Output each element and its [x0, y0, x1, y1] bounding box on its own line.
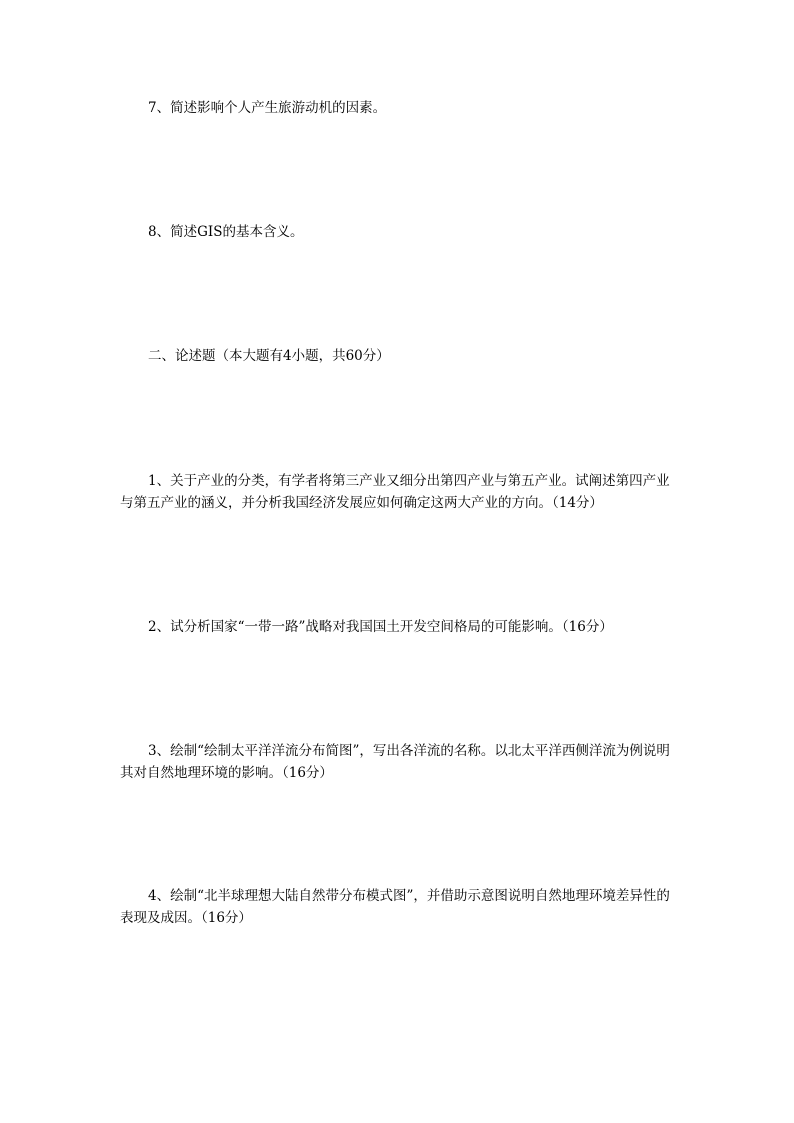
essay-question-1: 1、关于产业的分类，有学者将第三产业又细分出第四产业与第五产业。试阐述第四产业与第五产业的涵义，并分析我国经济发展应如何确定这两大产业的方向。（14分） [120, 473, 670, 511]
question-7: 7、简述影响个人产生旅游动机的因素。 [148, 100, 387, 116]
question-8: 8、简述GIS的基本含义。 [148, 224, 304, 240]
essay-question-2: 2、试分析国家“一带一路”战略对我国国土开发空间格局的可能影响。（16分） [148, 619, 613, 635]
essay-question-4: 4、绘制“北半球理想大陆自然带分布模式图”，并借助示意图说明自然地理环境差异性的表现及成因。（16分） [120, 888, 670, 926]
essay-question-3: 3、绘制“绘制太平洋洋流分布简图”，写出各洋流的名称。以北太平洋西侧洋流为例说明其对自然地理环境的影响。（16分） [120, 743, 670, 781]
section-heading-essay: 二、论述题（本大题有4小题，共60分） [148, 348, 390, 364]
